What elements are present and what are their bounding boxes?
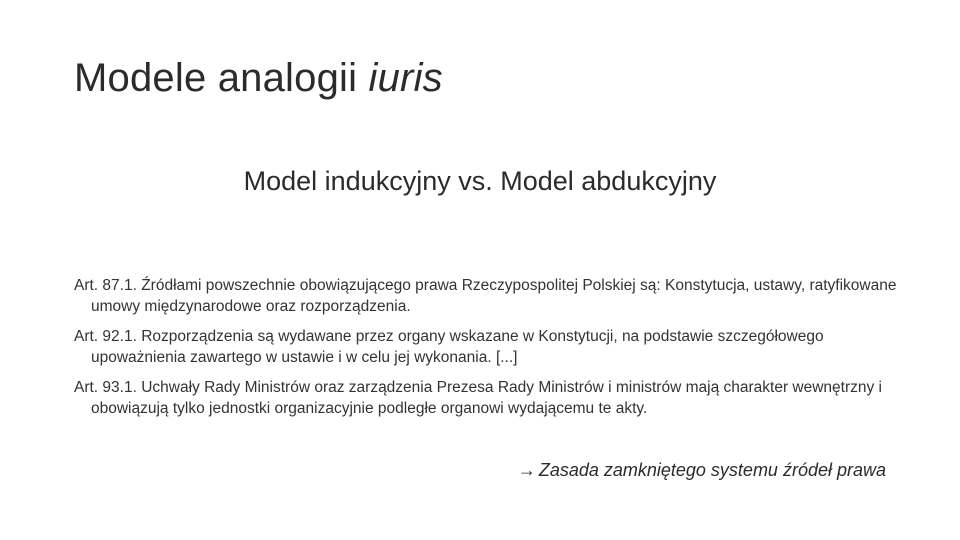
right-arrow-icon: → — [517, 460, 536, 480]
article-92: Art. 92.1. Rozporządzenia są wydawane przez organy wskazane w Konstytucji, na podstawie szczegółowego upoważnienia zawartego w ustawie i w celu jej wykonania. [...] — [74, 328, 824, 366]
slide-title-italic: iuris — [368, 56, 443, 100]
conclusion-text: Zasada zamkniętego systemu źródeł prawa — [538, 460, 886, 480]
slide-title — [74, 56, 443, 101]
article-87: Art. 87.1. Źródłami powszechnie obowiązującego prawa Rzeczypospolitej Polskiej są: Konstytucja, ustawy, ratyfikowane umowy międzynarodowe oraz rozporządzenia. — [74, 277, 897, 315]
article-list — [74, 275, 904, 428]
conclusion — [518, 460, 886, 481]
slide-subtitle: Model indukcyjny vs. Model abdukcyjny — [243, 166, 717, 196]
article-93: Art. 93.1. Uchwały Rady Ministrów oraz zarządzenia Prezesa Rady Ministrów i ministrów mają charakter wewnętrzny i obowiązują tylko jednostki organizacyjnie podległe organowi wydającemu te akty. — [74, 379, 882, 417]
slide-title-main: Modele analogii — [74, 56, 369, 100]
